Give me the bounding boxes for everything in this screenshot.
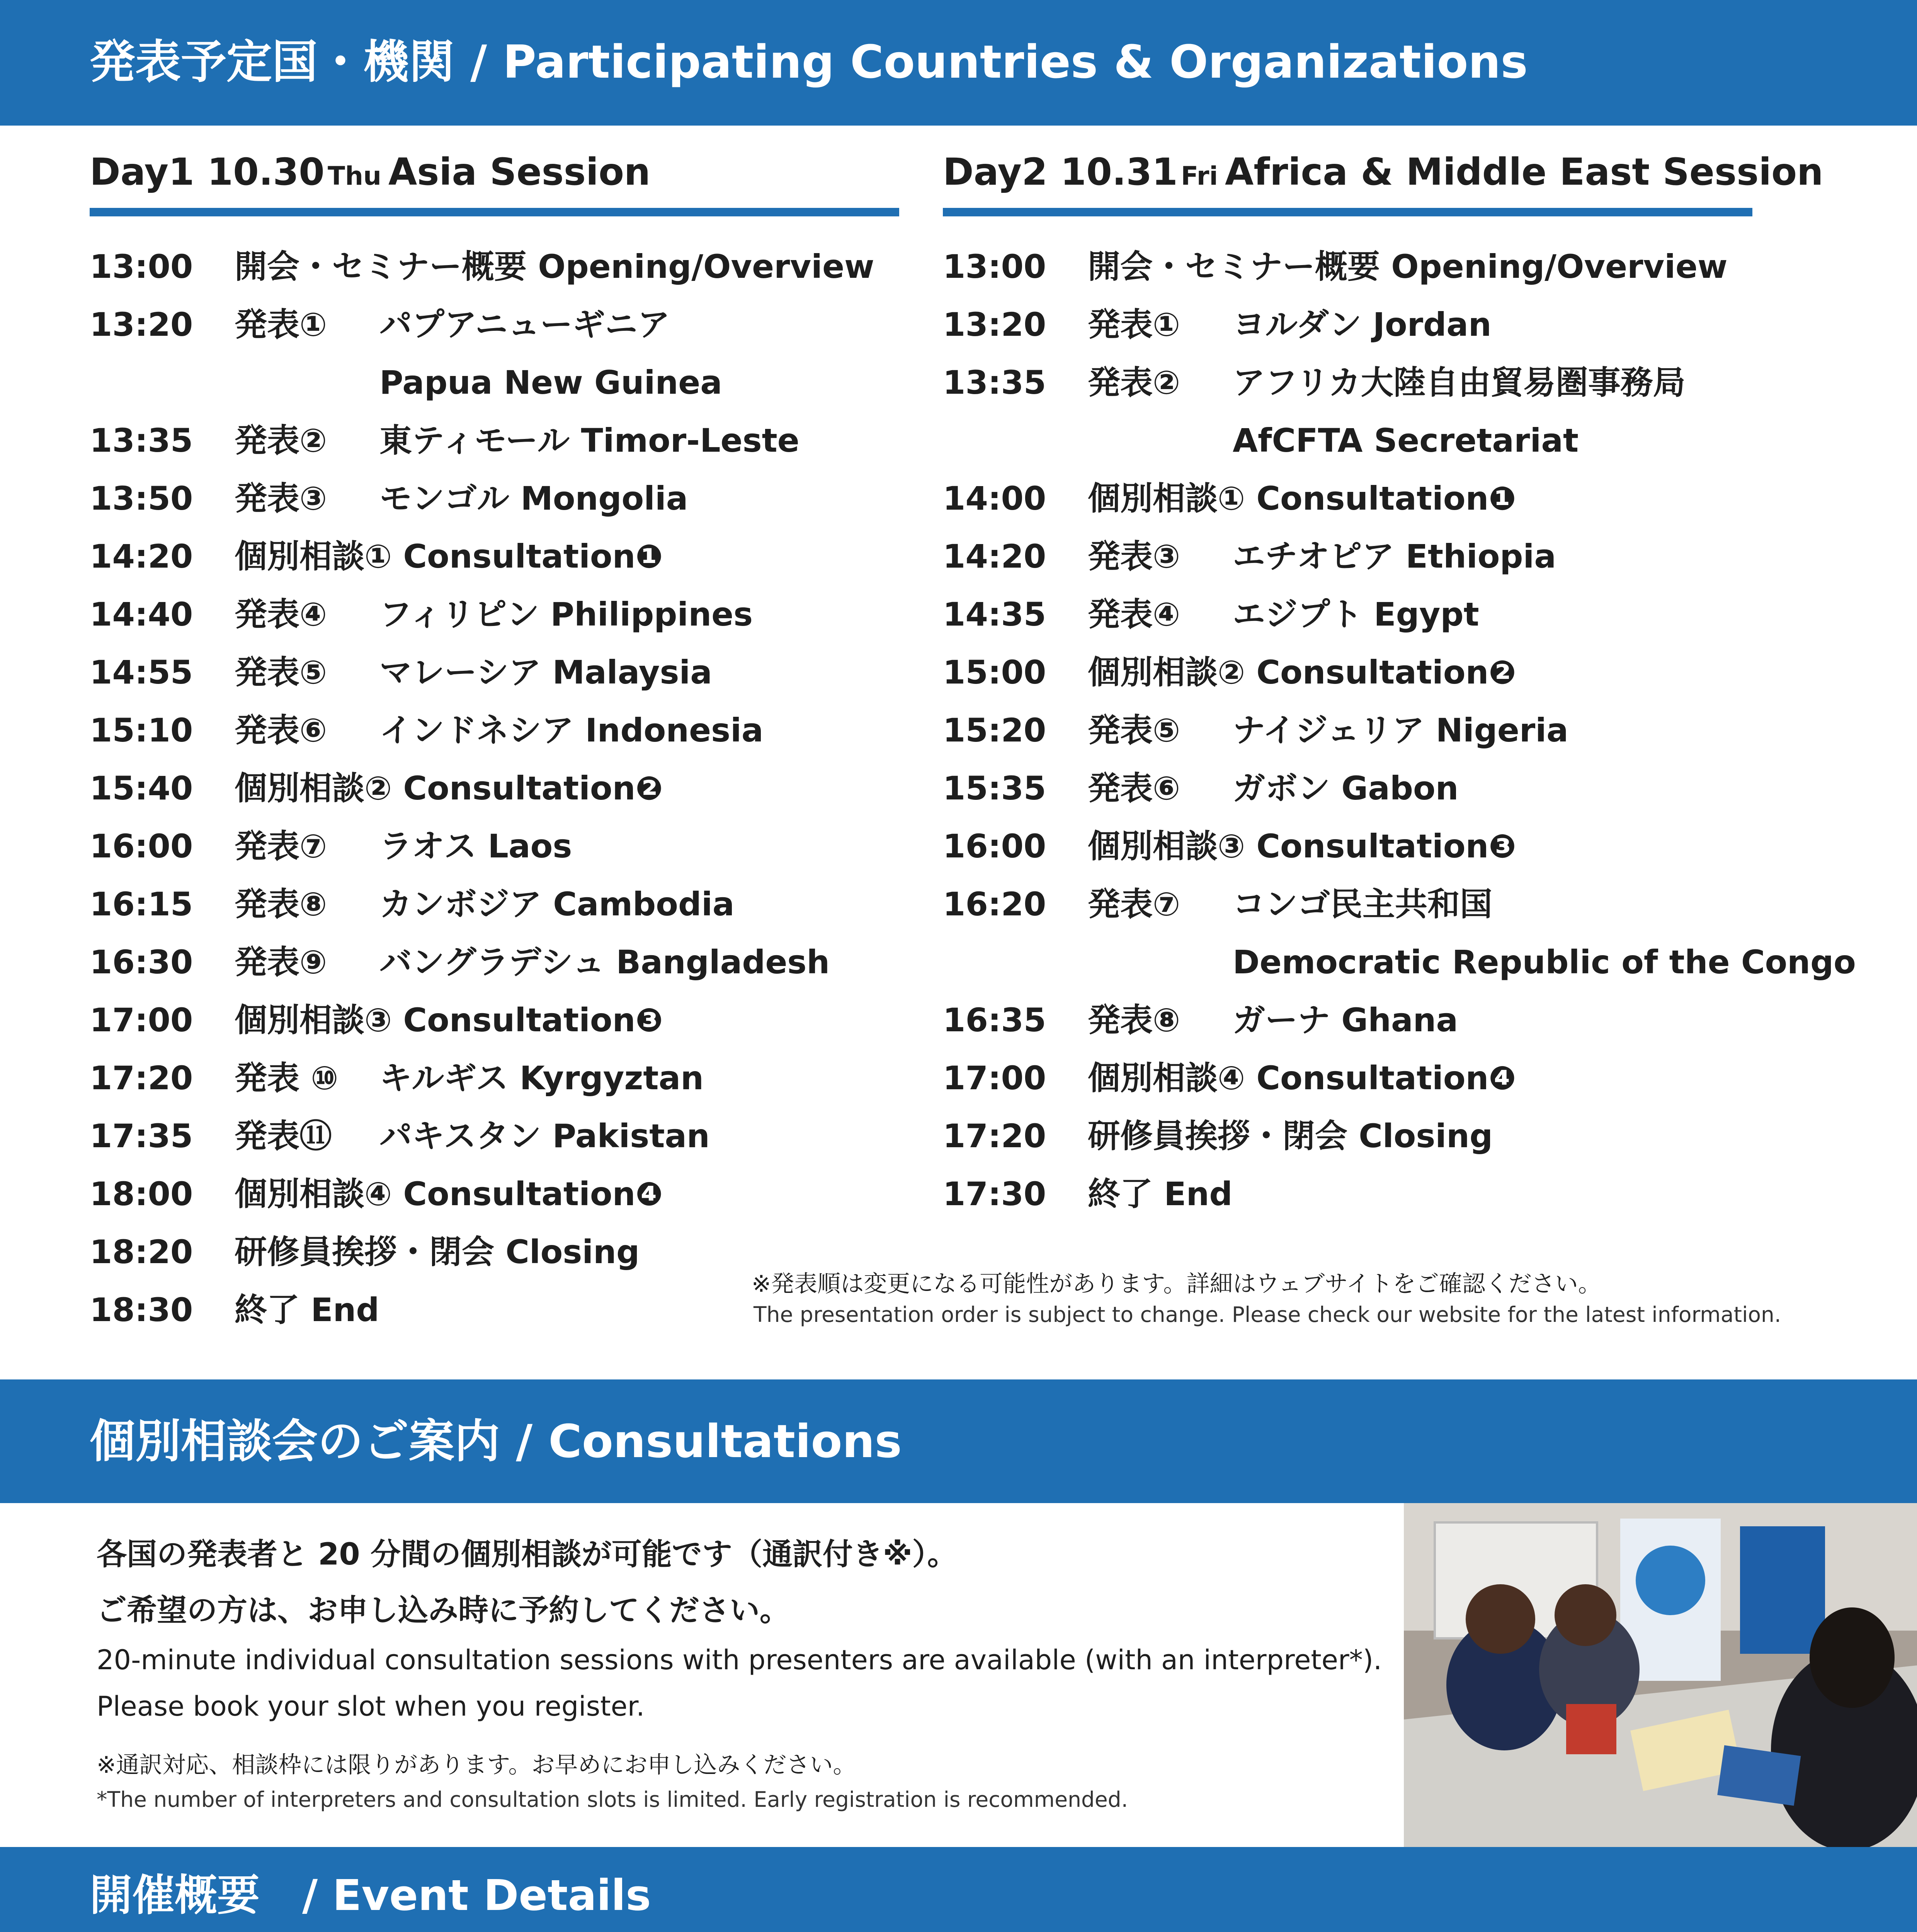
schedule-label: 発表⑪ xyxy=(235,1117,332,1155)
day2-row xyxy=(943,933,1856,991)
schedule-time: 13:00 xyxy=(943,248,1046,286)
schedule-label: 研修員挨拶・閉会 Closing xyxy=(235,1233,640,1271)
schedule-label: 発表⑦ xyxy=(235,827,327,865)
schedule-time: 16:35 xyxy=(943,1001,1046,1039)
day2-row xyxy=(943,296,1752,354)
consult-note-ja: ※通訳対応、相談枠には限りがあります。お早めにお申し込みください。 xyxy=(97,1752,856,1779)
schedule-label: 個別相談④ Consultation❹ xyxy=(235,1175,663,1213)
day2-row xyxy=(943,701,1752,759)
schedule-name: インドネシア Indonesia xyxy=(379,711,764,749)
day1-weekday: Thu xyxy=(327,161,381,191)
schedule-label: 研修員挨拶・閉会 Closing xyxy=(1088,1117,1493,1155)
day2-row xyxy=(943,1107,1752,1165)
consult-note-en: *The number of interpreters and consultation slots is limited. Early registration is recommended. xyxy=(97,1787,1128,1812)
schedule-name: モンゴル Mongolia xyxy=(379,480,688,517)
schedule-time: 16:15 xyxy=(90,885,193,923)
consult-en-2: Please book your slot when you register. xyxy=(97,1690,645,1722)
day2-row xyxy=(943,759,1752,817)
day2-row xyxy=(943,1165,1752,1223)
day2-heading xyxy=(943,143,1823,201)
day2-rule xyxy=(943,208,1752,216)
event-title: 開催概要 / Event Details xyxy=(90,1871,651,1920)
schedule-name: AfCFTA Secretariat xyxy=(1233,422,1579,459)
schedule-label: 開会・セミナー概要 Opening/Overview xyxy=(1088,248,1728,286)
consult-title: 個別相談会のご案内 / Consultations xyxy=(90,1415,902,1468)
schedule-name: バングラデシュ Bangladesh xyxy=(379,943,830,981)
schedule-name: ガーナ Ghana xyxy=(1233,1001,1458,1039)
schedule-name: ガボン Gabon xyxy=(1233,769,1459,807)
schedule-name: ナイジェリア Nigeria xyxy=(1233,711,1568,749)
schedule-name: パプアニューギニア xyxy=(379,306,670,344)
day1-row xyxy=(90,238,899,296)
day2-schedule xyxy=(943,238,1856,1223)
day1-row xyxy=(90,991,899,1049)
schedule-time: 18:30 xyxy=(90,1291,193,1329)
day1-row xyxy=(90,875,899,933)
day2-row xyxy=(943,412,1752,469)
day1-row xyxy=(90,1107,899,1165)
day1-row xyxy=(90,527,899,585)
schedule-label: 個別相談③ Consultation❸ xyxy=(235,1001,663,1039)
schedule-label: 発表③ xyxy=(235,480,327,517)
day2-row xyxy=(943,817,1752,875)
header-band xyxy=(0,0,1917,126)
schedule-time: 13:20 xyxy=(90,306,193,344)
day1-row xyxy=(90,412,899,469)
day1-label: Day1 10.30 xyxy=(90,150,325,194)
schedule-name: パキスタン Pakistan xyxy=(379,1117,710,1155)
consultation-photo-illustration xyxy=(1404,1503,1917,1847)
schedule-time: 13:50 xyxy=(90,480,193,517)
schedule-label: 個別相談② Consultation❷ xyxy=(235,769,663,807)
schedule-time: 17:20 xyxy=(943,1117,1046,1155)
schedule-time: 14:35 xyxy=(943,595,1046,633)
schedule-label: 発表③ xyxy=(1088,537,1180,575)
schedule-label: 発表 ⑩ xyxy=(235,1059,338,1097)
day1-row xyxy=(90,643,899,701)
schedule-label: 個別相談① Consultation❶ xyxy=(1088,480,1516,517)
schedule-time: 14:40 xyxy=(90,595,193,633)
schedule-label: 発表① xyxy=(235,306,327,344)
day2-row xyxy=(943,1049,1752,1107)
day1-column xyxy=(90,143,899,1339)
schedule-time: 14:20 xyxy=(943,537,1046,575)
day1-row xyxy=(90,296,899,354)
day1-row xyxy=(90,469,899,527)
day2-row xyxy=(943,354,1752,412)
schedule-time: 16:00 xyxy=(90,827,193,865)
day2-row xyxy=(943,238,1752,296)
consult-ja-1: 各国の発表者と 20 分間の個別相談が可能です（通訳付き※）。 xyxy=(97,1537,958,1572)
schedule-label: 発表② xyxy=(1088,364,1180,401)
schedule-label: 発表⑦ xyxy=(1088,885,1180,923)
consult-en-1: 20-minute individual consultation sessions with presenters are available (with an interpreter*). xyxy=(97,1644,1382,1676)
schedule-time: 18:20 xyxy=(90,1233,193,1271)
schedule-time: 15:20 xyxy=(943,711,1046,749)
day1-row xyxy=(90,759,899,817)
schedule-label: 発表① xyxy=(1088,306,1180,344)
schedule-time: 14:20 xyxy=(90,537,193,575)
schedule-label: 開会・セミナー概要 Opening/Overview xyxy=(235,248,874,286)
consult-band xyxy=(0,1379,1917,1503)
day1-row xyxy=(90,1165,899,1223)
schedule-time: 17:00 xyxy=(943,1059,1046,1097)
schedule-time: 16:20 xyxy=(943,885,1046,923)
day2-weekday: Fri xyxy=(1180,161,1218,191)
schedule-name: コンゴ民主共和国 xyxy=(1233,885,1493,923)
schedule-time: 15:40 xyxy=(90,769,193,807)
schedule-time: 16:30 xyxy=(90,943,193,981)
schedule-label: 個別相談① Consultation❶ xyxy=(235,537,663,575)
day1-row xyxy=(90,354,899,412)
schedule-time: 17:30 xyxy=(943,1175,1046,1213)
schedule-time: 15:10 xyxy=(90,711,193,749)
schedule-name: Democratic Republic of the Congo xyxy=(1233,943,1856,981)
schedule-name: キルギス Kyrgyztan xyxy=(379,1059,704,1097)
schedule-label: 個別相談② Consultation❷ xyxy=(1088,653,1516,691)
schedule-label: 終了 End xyxy=(1088,1175,1233,1213)
schedule-label: 発表⑨ xyxy=(235,943,327,981)
day1-heading xyxy=(90,143,899,201)
day1-rule xyxy=(90,208,899,216)
day2-row xyxy=(943,991,1752,1049)
schedule-time: 17:00 xyxy=(90,1001,193,1039)
day2-row xyxy=(943,527,1752,585)
day2-row xyxy=(943,875,1752,933)
day2-row xyxy=(943,469,1752,527)
schedule-time: 13:35 xyxy=(943,364,1046,401)
schedule-time: 13:35 xyxy=(90,422,193,459)
schedule-time: 13:00 xyxy=(90,248,193,286)
schedule-time: 15:35 xyxy=(943,769,1046,807)
schedule-time: 17:35 xyxy=(90,1117,193,1155)
day1-row xyxy=(90,817,899,875)
schedule-name: 東ティモール Timor-Leste xyxy=(379,422,799,459)
schedule-label: 発表⑥ xyxy=(235,711,327,749)
schedule-label: 発表② xyxy=(235,422,327,459)
schedule-label: 発表⑤ xyxy=(1088,711,1180,749)
schedule-name: エチオピア Ethiopia xyxy=(1233,537,1556,575)
day1-row xyxy=(90,1049,899,1107)
schedule-name: マレーシア Malaysia xyxy=(379,653,712,691)
schedule-name: フィリピン Philippines xyxy=(379,595,753,633)
schedule-time: 14:55 xyxy=(90,653,193,691)
schedule-name: アフリカ大陸自由貿易圏事務局 xyxy=(1233,364,1686,401)
consultation-photo xyxy=(1404,1503,1917,1847)
day1-row xyxy=(90,585,899,643)
schedule-time: 18:00 xyxy=(90,1175,193,1213)
schedule-label: 個別相談③ Consultation❸ xyxy=(1088,827,1516,865)
schedule-label: 終了 End xyxy=(235,1291,379,1329)
schedule-time: 15:00 xyxy=(943,653,1046,691)
day2-row xyxy=(943,643,1752,701)
day1-session: Asia Session xyxy=(388,150,651,194)
schedule-name: エジプト Egypt xyxy=(1233,595,1479,633)
schedule-time: 17:20 xyxy=(90,1059,193,1097)
schedule-name: カンボジア Cambodia xyxy=(379,885,735,923)
schedule-time: 16:00 xyxy=(943,827,1046,865)
day1-schedule xyxy=(90,238,899,1339)
header-title: 発表予定国・機関 / Participating Countries & Organizations xyxy=(90,35,1528,88)
schedule-name: ヨルダン Jordan xyxy=(1233,306,1492,344)
schedule-name: ラオス Laos xyxy=(379,827,572,865)
schedule-time: 14:00 xyxy=(943,480,1046,517)
schedule-time: 13:20 xyxy=(943,306,1046,344)
consult-ja-2: ご希望の方は、お申し込み時に予約してください。 xyxy=(97,1593,790,1628)
schedule-label: 発表④ xyxy=(1088,595,1180,633)
schedule-label: 発表⑥ xyxy=(1088,769,1180,807)
day2-label: Day2 10.31 xyxy=(943,150,1178,194)
event-band xyxy=(0,1847,1917,1932)
schedule-label: 発表⑧ xyxy=(1088,1001,1180,1039)
day2-column xyxy=(943,143,1856,1223)
schedule-label: 発表⑧ xyxy=(235,885,327,923)
schedule-label: 発表⑤ xyxy=(235,653,327,691)
schedule-label: 個別相談④ Consultation❹ xyxy=(1088,1059,1516,1097)
schedule-note-ja: ※発表順は変更になる可能性があります。詳細はウェブサイトをご確認ください。 xyxy=(752,1270,1601,1298)
day2-row xyxy=(943,585,1752,643)
day2-session: Africa & Middle East Session xyxy=(1225,150,1823,194)
day1-row xyxy=(90,933,899,991)
schedule-label: 発表④ xyxy=(235,595,327,633)
day1-row xyxy=(90,701,899,759)
schedule-name: Papua New Guinea xyxy=(379,364,722,401)
schedule-note-en: The presentation order is subject to change. Please check our website for the latest information. xyxy=(754,1302,1781,1327)
